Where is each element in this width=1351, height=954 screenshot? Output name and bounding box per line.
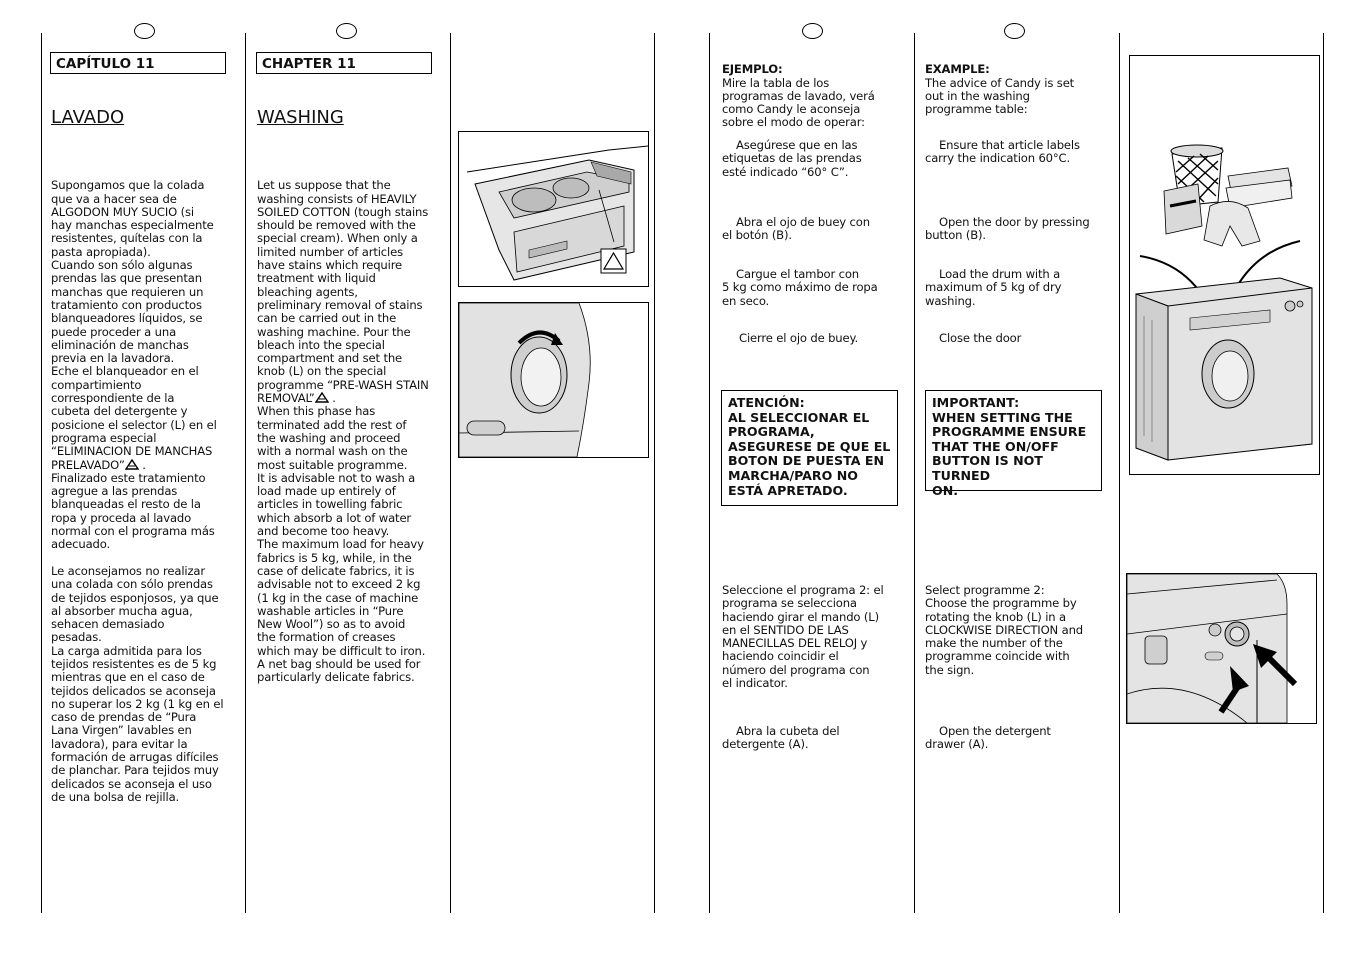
column-divider xyxy=(41,33,42,913)
door-opening-illustration xyxy=(458,302,649,458)
step-4-en: Close the door xyxy=(939,331,1022,345)
period: . xyxy=(138,457,146,472)
step-3-es: Cargue el tambor con 5 kg como máximo de ropa en seco. xyxy=(722,267,878,308)
example-text-en: The advice of Candy is set out in the washing programme table: xyxy=(925,75,1075,117)
body-text-es xyxy=(51,166,243,804)
step-6-es: Abra la cubeta del detergente (A). xyxy=(722,724,840,752)
column-divider xyxy=(1323,33,1324,913)
body-paragraph-es-2: Finalizado este tratamiento agregue a las prendas blanqueadas el resto de la ropa y proceda al lavado normal con el programa más adecuado. Le aconsejamos no realizar una colada con sólo prendas de tejidos esponjosos, ya que al absorber mucha agua, sehacen demasiado pesadas. La carga admitida para los tejidos resistentes es de 5 kg mientras que en el caso de tejidos delicados se aconseja no superar los 2 kg (1 kg en el caso de prendas de “Pura Lana Virgen” lavables en lavadora), para evitar la formación de arrugas difíciles de planchar. Para tejidos muy delicados se aconseja el uso de una bolsa de rejilla. xyxy=(51,470,224,804)
body-text-en xyxy=(257,166,445,685)
step-3-en: Load the drum with a maximum of 5 kg of dry washing. xyxy=(925,267,1062,308)
section-heading-en: WASHING xyxy=(257,107,344,128)
step-6-en: Open the detergent drawer (A). xyxy=(925,724,1051,752)
column-divider xyxy=(709,33,710,913)
step-2-en: Open the door by pressing button (B). xyxy=(925,215,1090,243)
example-text-es: Mire la tabla de los programas de lavado, verá como Candy le aconseja sobre el modo de operar: xyxy=(722,75,875,130)
warning-box-es: ATENCIÓN: AL SELECCIONAR EL PROGRAMA, ASEGURESE DE QUE EL BOTON DE PUESTA EN MARCHA/PARO NO ESTÁ APRETADO. xyxy=(721,390,898,506)
period: . xyxy=(328,391,336,406)
example-label-es: EJEMPLO: xyxy=(722,62,783,77)
body-paragraph-en-2: When this phase has terminated add the rest of the washing and proceed with a normal wash on the most suitable programme. It is advisable not to wash a load made up entirely of articles in towelling fabric which absorb a lot of water and become too heavy. The maximum load for heavy fabrics is 5 kg, while, in the case of delicate fabrics, it is advisable not to exceed 2 kg (1 kg in the case of machine washable articles in “Pure New Wool”) so as to avoid the formation of creases which may be difficult to iron. A net bag should be used for particularly delicate fabrics. xyxy=(257,404,426,685)
example-label-en: EXAMPLE: xyxy=(925,62,990,77)
chapter-title-en: CHAPTER 11 xyxy=(256,52,432,74)
step-1-en: Ensure that article labels carry the indication 60°C. xyxy=(925,138,1080,166)
language-flag-icon xyxy=(802,23,823,39)
column-divider xyxy=(914,33,915,913)
column-divider xyxy=(450,33,451,913)
laundry-loading-illustration xyxy=(1129,55,1320,475)
language-flag-icon xyxy=(1004,23,1025,39)
column-divider xyxy=(1119,33,1120,913)
column-divider xyxy=(245,33,246,913)
body-paragraph-en-1: Let us suppose that the washing consists of HEAVILY SOILED COTTON (tough stains should be removed with the special cream). When only a limited number of articles have stains which require treatment with liquid bleaching agents, preliminary removal of stains can be carried out in the washing machine. Pour the bleach into the special compartment and set the knob (L) on the special programme “PRE-WASH STAIN REMOVAL” xyxy=(257,178,429,406)
language-flag-icon xyxy=(134,23,155,39)
step-4-es: Cierre el ojo de buey. xyxy=(739,331,859,345)
chapter-title-es: CAPÍTULO 11 xyxy=(50,52,226,74)
step-2-es: Abra el ojo de buey con el botón (B). xyxy=(722,215,870,243)
warning-box-en: IMPORTANT: WHEN SETTING THE PROGRAMME ENSURE THAT THE ON/OFF BUTTON IS NOT TURNED ON. xyxy=(925,390,1102,491)
step-1-es: Asegúrese que en las etiquetas de las prendas esté indicado “60° C”. xyxy=(722,138,862,179)
language-flag-icon xyxy=(336,23,357,39)
step-5-en: Select programme 2: Choose the programme by rotating the knob (L) in a CLOCKWISE DIRECTION and make the number of the programme coincide with the sign. xyxy=(925,583,1083,677)
detergent-drawer-illustration xyxy=(458,131,649,287)
warning-triangle-icon xyxy=(125,459,139,470)
body-paragraph-es-1: Supongamos que la colada que va a hacer sea de ALGODON MUY SUCIO (si hay manchas especialmente resistentes, quítelas con la pasta apropiada). Cuando son sólo algunas prendas las que presentan manchas que requieren un tratamiento con productos blanqueadores líquidos, se puede proceder a una eliminación de manchas previa en la lavadora. Eche el blanqueador en el compartimiento correspondiente de la cubeta del detergente y posicione el selector (L) en el programa especial “ELIMINACION DE MANCHAS PRELAVADO” xyxy=(51,178,217,472)
warning-triangle-icon xyxy=(315,392,329,403)
example-block-en xyxy=(925,50,1115,116)
programme-knob-illustration xyxy=(1126,573,1317,724)
example-block-es xyxy=(722,50,908,130)
step-5-es: Seleccione el programa 2: el programa se selecciona haciendo girar el mando (L) en el SENTIDO DE LAS MANECILLAS DEL RELOJ y haciendo coincidir el número del programa con el indicator. xyxy=(722,583,884,691)
section-heading-es: LAVADO xyxy=(51,107,125,128)
column-divider xyxy=(654,33,655,913)
